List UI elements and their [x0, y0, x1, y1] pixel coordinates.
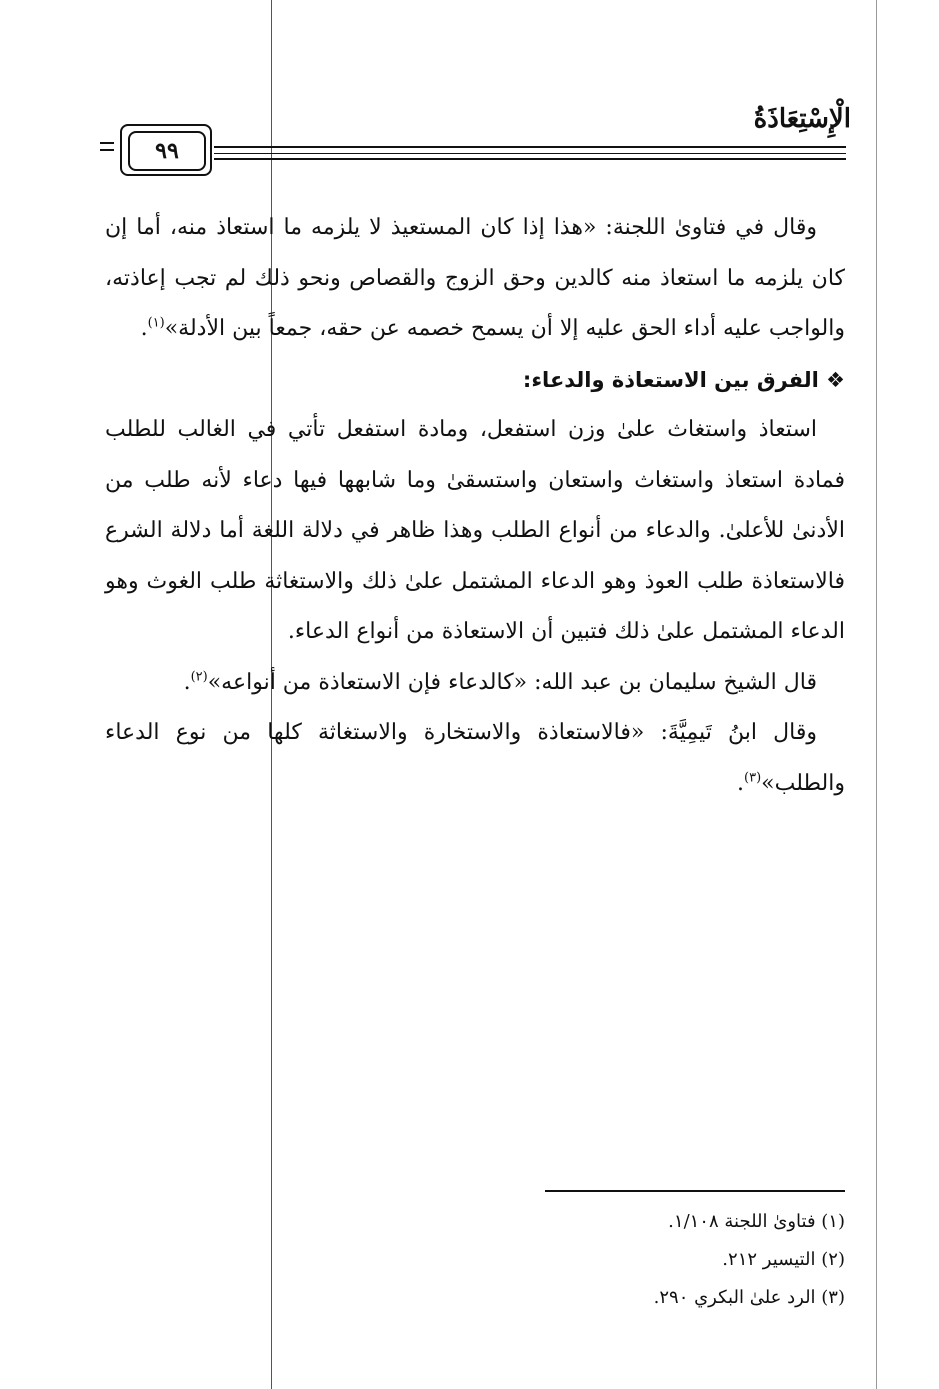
- paragraph-ibn-taymiyyah: وقال ابنُ تَيمِيَّةَ: «فالاستعاذة والاستخارة والاستغاثة كلها من نوع الدعاء والطلب»$^{(٣)}$.: [105, 720, 845, 796]
- scan-edge-line: [876, 0, 877, 1389]
- header-rule-middle: [214, 153, 846, 154]
- running-title: الْإِسْتِعَاذَةُ: [753, 104, 851, 134]
- paragraph-difference: استعاذ واستغاث علىٰ وزن استفعل، ومادة استفعل تأتي في الغالب للطلب فمادة استعاذ واستغاث واستعان واستسقىٰ وما شابهها فيها دعاء لأنه طلب من الأدنىٰ للأعلىٰ. والدعاء من أنواع الطلب وهذا ظاهر في دلالة اللغة أما دلالة الشرع فالاستعاذة طلب العوذ وهو الدعاء المشتمل علىٰ ذلك والاستغاثة طلب الغوث وهو الدعاء المشتمل علىٰ ذلك فتبين أن الاستعاذة من أنواع الدعاء.: [105, 417, 845, 644]
- header-rule-top: [214, 146, 846, 148]
- footnote-ref-1: (١): [147, 315, 165, 331]
- paragraph-fatawa: وقال في فتاوىٰ اللجنة: «هذا إذا كان المستعيذ لا يلزمه ما استعاذ منه، أما إن كان يلزمه ما استعاذ منه كالدين وحق الزوج والقصاص ونحو ذلك لم تجب إعاذته، والواجب عليه أداء الحق عليه إلا أن يسمح خصمه عن حقه، جمعاً بين الأدلة»$^{(١)}$.: [105, 215, 845, 341]
- page-number: ٩٩: [128, 131, 206, 171]
- footnote-separator: [545, 1190, 845, 1192]
- footnote-2: (٢) التيسير ٢١٢.: [722, 1249, 845, 1270]
- header-rule-bottom: [214, 158, 846, 160]
- section-heading: ❖ الفرق بين الاستعاذة والدعاء:: [522, 367, 845, 392]
- footnote-ref-2: (٢): [190, 669, 208, 685]
- footnotes: [445, 1203, 845, 1317]
- footnote-3: (٣) الرد علىٰ البكري ٢٩٠.: [653, 1287, 845, 1308]
- footnote-ref-3: (٣): [744, 770, 762, 786]
- main-text: [105, 203, 845, 809]
- header-ornament: [100, 142, 114, 156]
- footnote-1: (١) فتاوىٰ اللجنة ١/١٠٨.: [668, 1211, 845, 1232]
- paragraph-sulayman: قال الشيخ سليمان بن عبد الله: «كالدعاء فإن الاستعاذة من أنواعه»$^{(٢)}$.: [183, 669, 817, 695]
